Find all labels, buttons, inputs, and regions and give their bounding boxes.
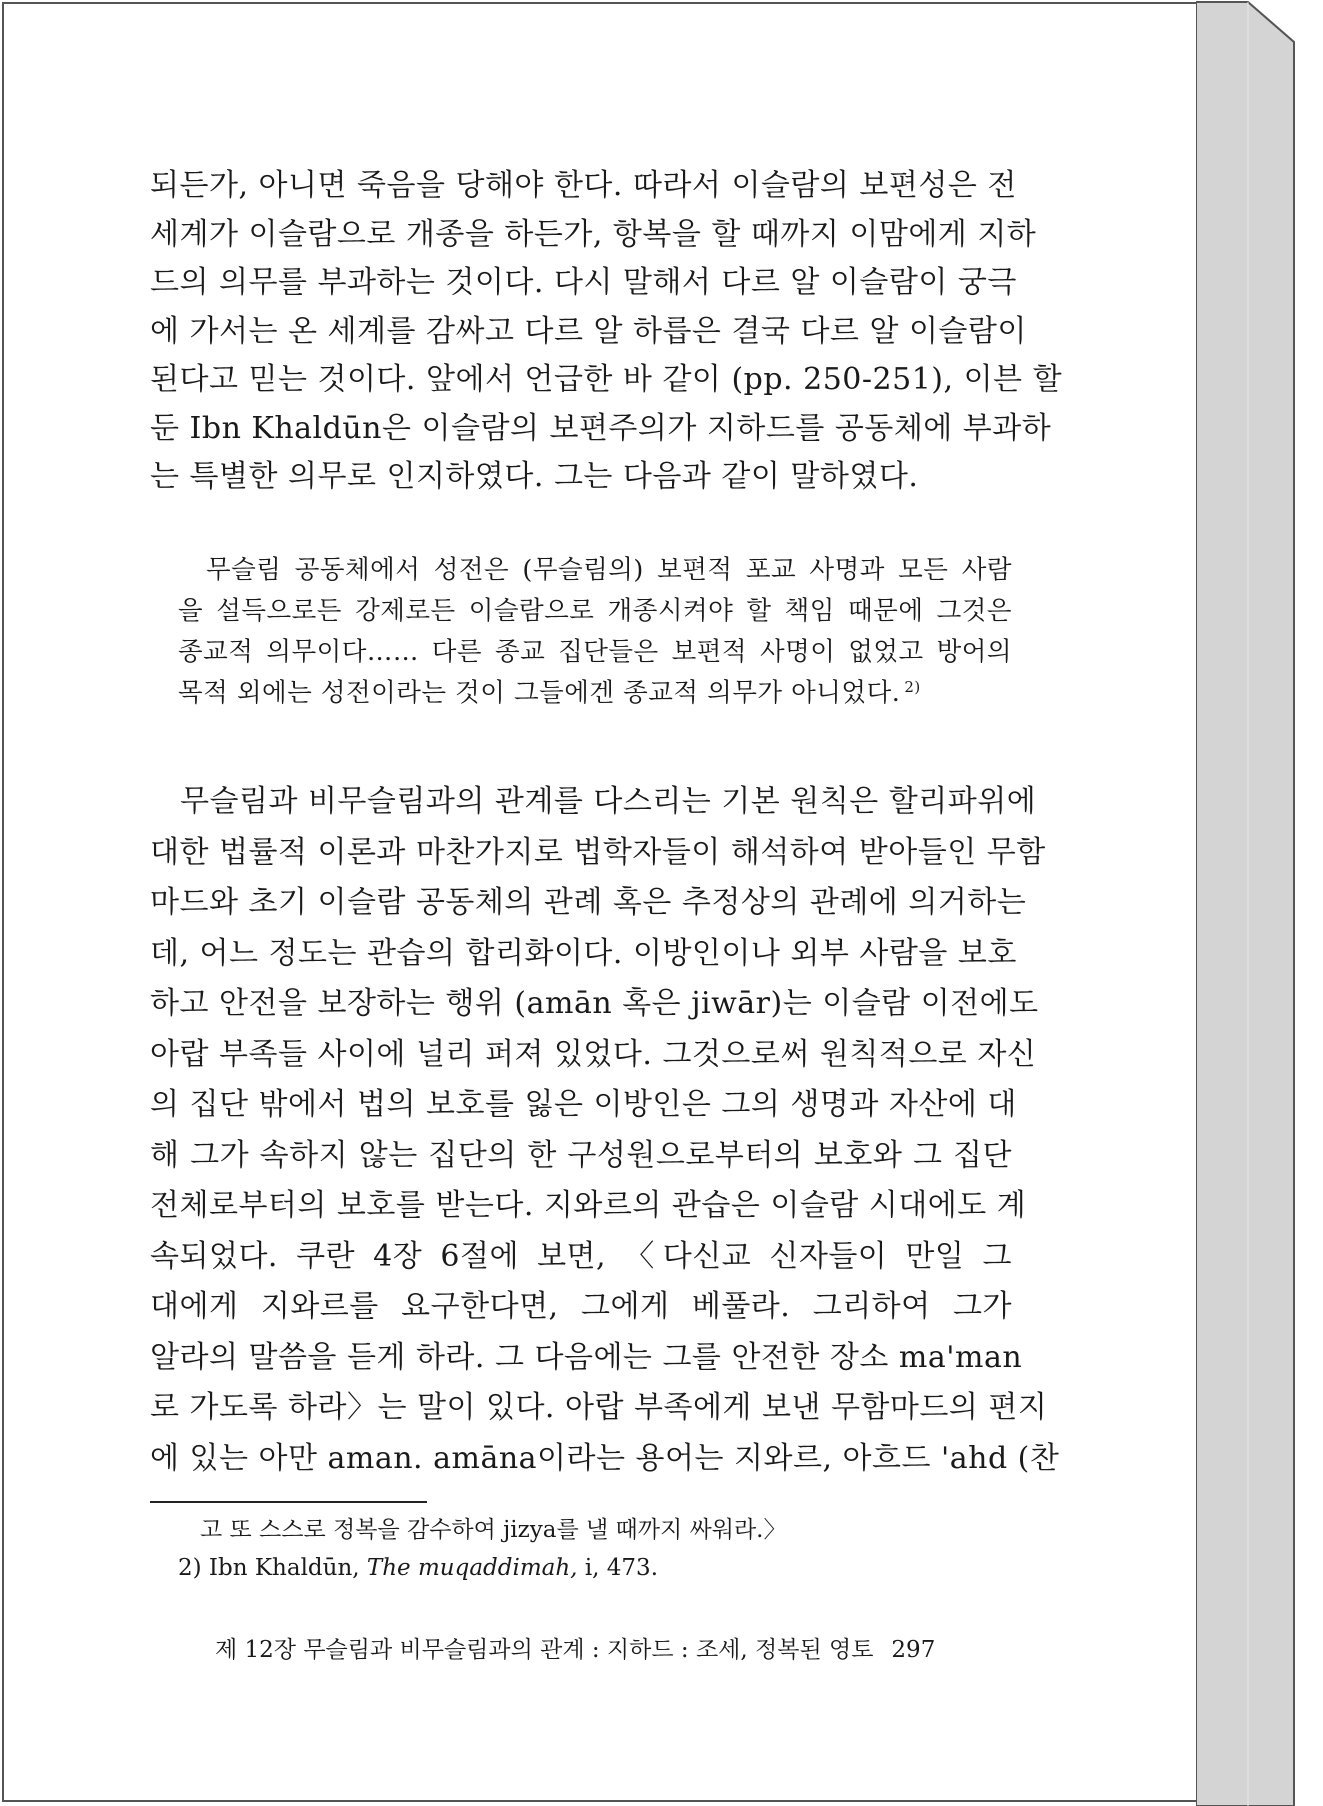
footnote-continued: 고 또 스스로 정복을 감수하여 jizya를 낼 때까지 싸워라.〉 xyxy=(200,1517,787,1543)
text-line: 되든가, 아니면 죽음을 당해야 한다. 따라서 이슬람의 보편성은 전 xyxy=(150,168,1017,203)
text-line: 는 특별한 의무로 인지하였다. 그는 다음과 같이 말하였다. xyxy=(150,459,919,494)
text-line: 된다고 믿는 것이다. 앞에서 언급한 바 같이 (pp. 250-251), 이븐 할 xyxy=(150,362,1063,397)
footnote-number: 2) xyxy=(178,1555,202,1581)
text-line: 아랍 부족들 사이에 널리 퍼져 있었다. 그것으로써 원칙적으로 자신 xyxy=(150,1036,1037,1072)
text-line: 드의 의무를 부과하는 것이다. 다시 말해서 다르 알 이슬람이 궁극 xyxy=(150,265,1017,300)
text-line: 알라의 말씀을 듣게 하라. 그 다음에는 그를 안전한 장소 ma'man xyxy=(150,1339,1023,1375)
footnotes xyxy=(178,1511,1012,1587)
footnote-title: The muqaddimah, xyxy=(366,1555,578,1581)
text-line: 에 있는 아만 aman. amāna이라는 용어는 지와르, 아흐드 'ahd (찬 xyxy=(150,1440,1060,1476)
body-paragraph-2 xyxy=(150,777,1060,1484)
text-line: 대한 법률적 이론과 마찬가지로 법학자들이 해석하여 받아들인 무함 xyxy=(150,834,1046,870)
text-line: 로 가도록 하라〉는 말이 있다. 아랍 부족에게 보낸 무함마드의 편지 xyxy=(150,1390,1048,1425)
page-number: 297 xyxy=(891,1637,936,1663)
text-line: 에 가서는 온 세계를 감싸고 다르 알 하릅은 결국 다르 알 이슬람이 xyxy=(150,313,1027,349)
quote-line-text: 목적 외에는 성전이라는 것이 그들에겐 종교적 의무가 아니었다. xyxy=(178,678,901,708)
footnote-separator xyxy=(150,1501,427,1503)
body-paragraph-1 xyxy=(150,162,1063,502)
text-line: 속되었다. 쿠란 4장 6절에 보면, 〈다신교 신자들이 만일 그 xyxy=(150,1238,1012,1274)
quote-line: 종교적 의무이다…… 다른 종교 집단들은 보편적 사명이 없었고 방어의 xyxy=(178,637,1012,667)
block-quote xyxy=(178,550,1012,714)
page-stack-edge xyxy=(1196,0,1323,1806)
quote-line: 을 설득으로든 강제로든 이슬람으로 개종시켜야 할 책임 때문에 그것은 xyxy=(178,596,1012,626)
footnote-2 xyxy=(178,1549,1012,1587)
footnote-author: Ibn Khaldūn, xyxy=(208,1555,360,1581)
text-line: 하고 안전을 보장하는 행위 (amān 혹은 jiwār)는 이슬람 이전에도 xyxy=(150,986,1039,1021)
text-line: 무슬림과 비무슬림과의 관계를 다스리는 기본 원칙은 할리파위에 xyxy=(180,784,1037,819)
quote-line: 무슬림 공동체에서 성전은 (무슬림의) 보편적 포교 사명과 모든 사람 xyxy=(206,555,1012,585)
footnote-reference: 2) xyxy=(904,677,921,696)
text-line: 해 그가 속하지 않는 집단의 한 구성원으로부터의 보호와 그 집단 xyxy=(150,1137,1012,1173)
text-line: 대에게 지와르를 요구한다면, 그에게 베풀라. 그리하여 그가 xyxy=(150,1289,1012,1324)
quote-line-last xyxy=(178,673,1012,714)
text-line: 둔 Ibn Khaldūn은 이슬람의 보편주의가 지하드를 공동체에 부과하 xyxy=(150,410,1052,446)
text-line: 의 집단 밖에서 법의 보호를 잃은 이방인은 그의 생명과 자산에 대 xyxy=(150,1087,1017,1122)
chapter-title: 제 12장 무슬림과 비무슬림과의 관계 : 지하드 : 조세, 정복된 영토 xyxy=(215,1637,874,1663)
text-line: 세계가 이슬람으로 개종을 하든가, 항복을 할 때까지 이맘에게 지하 xyxy=(150,216,1037,252)
footnote-ref: i, 473. xyxy=(584,1555,659,1581)
text-line: 마드와 초기 이슬람 공동체의 관례 혹은 추정상의 관례에 의거하는 xyxy=(150,885,1027,920)
text-line: 데, 어느 정도는 관습의 합리화이다. 이방인이나 외부 사람을 보호 xyxy=(150,935,1017,971)
running-footer xyxy=(215,1633,1015,1667)
text-line: 전체로부터의 보호를 받는다. 지와르의 관습은 이슬람 시대에도 계 xyxy=(150,1188,1027,1223)
